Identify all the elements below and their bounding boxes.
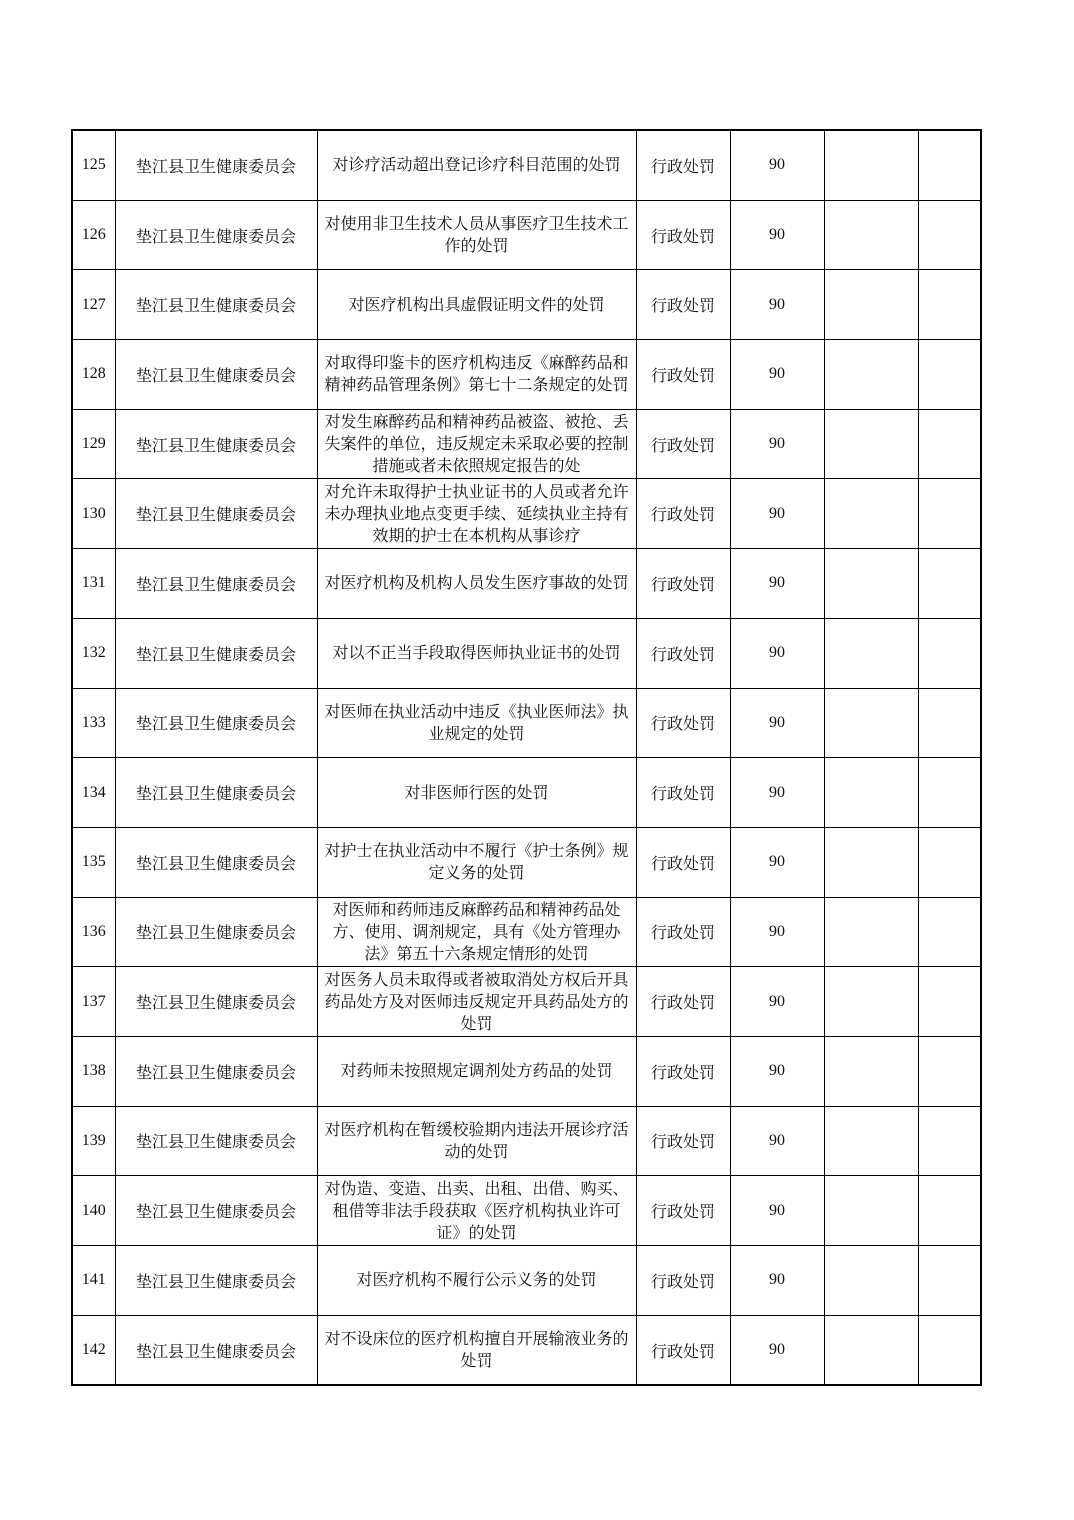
- department-cell: 垫江县卫生健康委员会: [115, 200, 317, 270]
- blank-cell: [918, 1106, 981, 1176]
- item-type-cell: 行政处罚: [636, 340, 730, 410]
- blank-cell: [824, 618, 918, 688]
- department-cell: 垫江县卫生健康委员会: [115, 758, 317, 828]
- department-cell: 垫江县卫生健康委员会: [115, 897, 317, 967]
- blank-cell: [824, 549, 918, 619]
- blank-cell: [824, 1176, 918, 1246]
- department-cell: 垫江县卫生健康委员会: [115, 1106, 317, 1176]
- item-type-cell: 行政处罚: [636, 549, 730, 619]
- blank-cell: [918, 479, 981, 549]
- days-cell: 90: [730, 130, 824, 200]
- days-cell: 90: [730, 200, 824, 270]
- item-description-text: 对使用非卫生技术人员从事医疗卫生技术工作的处罚: [324, 214, 629, 256]
- item-type-cell: 行政处罚: [636, 758, 730, 828]
- table-row: [72, 1176, 981, 1246]
- item-type-cell: 行政处罚: [636, 967, 730, 1037]
- blank-cell: [824, 1106, 918, 1176]
- item-type-cell: 行政处罚: [636, 1176, 730, 1246]
- department-cell: 垫江县卫生健康委员会: [115, 827, 317, 897]
- table-row: [72, 409, 981, 479]
- item-description-cell: [317, 897, 636, 967]
- blank-cell: [824, 827, 918, 897]
- days-cell: 90: [730, 1246, 824, 1316]
- item-description-text: 对伪造、变造、出卖、出租、出借、购买、租借等非法手段获取《医疗机构执业许可证》的处罚: [324, 1178, 629, 1242]
- item-type-cell: 行政处罚: [636, 618, 730, 688]
- table-row: [72, 688, 981, 758]
- row-number: 127: [72, 270, 115, 340]
- department-cell: 垫江县卫生健康委员会: [115, 479, 317, 549]
- blank-cell: [918, 618, 981, 688]
- blank-cell: [918, 1036, 981, 1106]
- table-row: [72, 827, 981, 897]
- item-description-text: 对医疗机构在暂缓校验期内违法开展诊疗活动的处罚: [324, 1119, 629, 1161]
- days-cell: 90: [730, 618, 824, 688]
- days-cell: 90: [730, 1036, 824, 1106]
- days-cell: 90: [730, 967, 824, 1037]
- item-description-text: 对允许未取得护士执业证书的人员或者允许未办理执业地点变更手续、延续执业主持有效期的护士在本机构从事诊疗: [324, 481, 629, 545]
- days-cell: 90: [730, 827, 824, 897]
- item-description-text: 对护士在执业活动中不履行《护士条例》规定义务的处罚: [324, 841, 629, 883]
- row-number: 139: [72, 1106, 115, 1176]
- item-description-text: 对非医师行医的处罚: [404, 782, 549, 802]
- blank-cell: [824, 130, 918, 200]
- row-number: 140: [72, 1176, 115, 1246]
- row-number: 131: [72, 549, 115, 619]
- blank-cell: [824, 1315, 918, 1385]
- days-cell: 90: [730, 340, 824, 410]
- item-description-text: 对药师未按照规定调剂处方药品的处罚: [340, 1061, 613, 1081]
- department-cell: 垫江县卫生健康委员会: [115, 549, 317, 619]
- blank-cell: [824, 270, 918, 340]
- blank-cell: [824, 688, 918, 758]
- row-number: 136: [72, 897, 115, 967]
- blank-cell: [824, 200, 918, 270]
- days-cell: 90: [730, 897, 824, 967]
- department-cell: 垫江县卫生健康委员会: [115, 967, 317, 1037]
- row-number: 134: [72, 758, 115, 828]
- days-cell: 90: [730, 270, 824, 340]
- item-type-cell: 行政处罚: [636, 688, 730, 758]
- blank-cell: [918, 130, 981, 200]
- item-type-cell: 行政处罚: [636, 270, 730, 340]
- item-description-text: 对发生麻醉药品和精神药品被盗、被抢、丢失案件的单位，违反规定未采取必要的控制措施或者未依照规定报告的处: [324, 412, 629, 476]
- department-cell: 垫江县卫生健康委员会: [115, 1036, 317, 1106]
- row-number: 142: [72, 1315, 115, 1385]
- item-type-cell: 行政处罚: [636, 897, 730, 967]
- item-type-cell: 行政处罚: [636, 200, 730, 270]
- department-cell: 垫江县卫生健康委员会: [115, 270, 317, 340]
- row-number: 129: [72, 409, 115, 479]
- blank-cell: [918, 340, 981, 410]
- row-number: 138: [72, 1036, 115, 1106]
- item-description-text: 对医师在执业活动中违反《执业医师法》执业规定的处罚: [324, 701, 629, 743]
- item-description-cell: [317, 1036, 636, 1106]
- item-type-cell: 行政处罚: [636, 1246, 730, 1316]
- item-description-cell: [317, 688, 636, 758]
- item-description-text: 对医务人员未取得或者被取消处方权后开具药品处方及对医师违反规定开具药品处方的处罚: [324, 969, 629, 1033]
- row-number: 126: [72, 200, 115, 270]
- item-description-cell: [317, 1315, 636, 1385]
- row-number: 130: [72, 479, 115, 549]
- department-cell: 垫江县卫生健康委员会: [115, 618, 317, 688]
- blank-cell: [824, 758, 918, 828]
- item-description-cell: [317, 967, 636, 1037]
- item-description-cell: [317, 479, 636, 549]
- days-cell: 90: [730, 1315, 824, 1385]
- blank-cell: [918, 409, 981, 479]
- item-description-cell: [317, 827, 636, 897]
- days-cell: 90: [730, 409, 824, 479]
- department-cell: 垫江县卫生健康委员会: [115, 1176, 317, 1246]
- department-cell: 垫江县卫生健康委员会: [115, 1315, 317, 1385]
- item-type-cell: 行政处罚: [636, 1106, 730, 1176]
- item-description-text: 对取得印鉴卡的医疗机构违反《麻醉药品和精神药品管理条例》第七十二条规定的处罚: [324, 353, 629, 395]
- blank-cell: [824, 1246, 918, 1316]
- items-table: [71, 129, 982, 1386]
- blank-cell: [824, 340, 918, 410]
- blank-cell: [918, 967, 981, 1037]
- days-cell: 90: [730, 1106, 824, 1176]
- item-description-cell: [317, 618, 636, 688]
- blank-cell: [824, 479, 918, 549]
- item-type-cell: 行政处罚: [636, 409, 730, 479]
- row-number: 128: [72, 340, 115, 410]
- table-row: [72, 1036, 981, 1106]
- table-row: [72, 479, 981, 549]
- blank-cell: [918, 1315, 981, 1385]
- blank-cell: [918, 549, 981, 619]
- blank-cell: [824, 409, 918, 479]
- item-description-text: 对医疗机构出具虚假证明文件的处罚: [348, 294, 605, 314]
- table-row: [72, 549, 981, 619]
- table-row: [72, 1106, 981, 1176]
- item-description-cell: [317, 270, 636, 340]
- department-cell: 垫江县卫生健康委员会: [115, 1246, 317, 1316]
- days-cell: 90: [730, 758, 824, 828]
- days-cell: 90: [730, 1176, 824, 1246]
- item-type-cell: 行政处罚: [636, 1315, 730, 1385]
- blank-cell: [918, 827, 981, 897]
- row-number: 137: [72, 967, 115, 1037]
- blank-cell: [918, 200, 981, 270]
- item-description-cell: [317, 549, 636, 619]
- days-cell: 90: [730, 688, 824, 758]
- item-description-text: 对以不正当手段取得医师执业证书的处罚: [332, 643, 621, 663]
- department-cell: 垫江县卫生健康委员会: [115, 688, 317, 758]
- table-row: [72, 758, 981, 828]
- item-description-cell: [317, 340, 636, 410]
- row-number: 141: [72, 1246, 115, 1316]
- row-number: 133: [72, 688, 115, 758]
- item-description-text: 对医疗机构及机构人员发生医疗事故的处罚: [324, 573, 629, 593]
- blank-cell: [918, 897, 981, 967]
- item-description-cell: [317, 758, 636, 828]
- table-row: [72, 340, 981, 410]
- row-number: 125: [72, 130, 115, 200]
- table-row: [72, 897, 981, 967]
- department-cell: 垫江县卫生健康委员会: [115, 130, 317, 200]
- item-description-text: 对医师和药师违反麻醉药品和精神药品处方、使用、调剂规定，具有《处方管理办法》第五十六条规定情形的处罚: [332, 899, 621, 963]
- blank-cell: [918, 1176, 981, 1246]
- days-cell: 90: [730, 479, 824, 549]
- table-row: [72, 200, 981, 270]
- table-row: [72, 1246, 981, 1316]
- item-type-cell: 行政处罚: [636, 479, 730, 549]
- blank-cell: [824, 897, 918, 967]
- item-description-cell: [317, 409, 636, 479]
- item-description-text: 对不设床位的医疗机构擅自开展输液业务的处罚: [324, 1329, 629, 1371]
- item-description-cell: [317, 200, 636, 270]
- item-description-text: 对医疗机构不履行公示义务的处罚: [356, 1270, 597, 1290]
- item-type-cell: 行政处罚: [636, 827, 730, 897]
- blank-cell: [918, 758, 981, 828]
- item-description-cell: [317, 1106, 636, 1176]
- blank-cell: [918, 270, 981, 340]
- item-description-cell: [317, 1176, 636, 1246]
- table-body: [72, 130, 981, 1385]
- row-number: 135: [72, 827, 115, 897]
- item-description-cell: [317, 1246, 636, 1316]
- item-type-cell: 行政处罚: [636, 130, 730, 200]
- table-row: [72, 130, 981, 200]
- blank-cell: [824, 967, 918, 1037]
- department-cell: 垫江县卫生健康委员会: [115, 409, 317, 479]
- blank-cell: [918, 1246, 981, 1316]
- item-description-cell: [317, 130, 636, 200]
- table-row: [72, 1315, 981, 1385]
- blank-cell: [824, 1036, 918, 1106]
- item-type-cell: 行政处罚: [636, 1036, 730, 1106]
- table-row: [72, 270, 981, 340]
- blank-cell: [918, 688, 981, 758]
- table-row: [72, 618, 981, 688]
- table-row: [72, 967, 981, 1037]
- item-description-text: 对诊疗活动超出登记诊疗科目范围的处罚: [332, 155, 621, 175]
- days-cell: 90: [730, 549, 824, 619]
- department-cell: 垫江县卫生健康委员会: [115, 340, 317, 410]
- row-number: 132: [72, 618, 115, 688]
